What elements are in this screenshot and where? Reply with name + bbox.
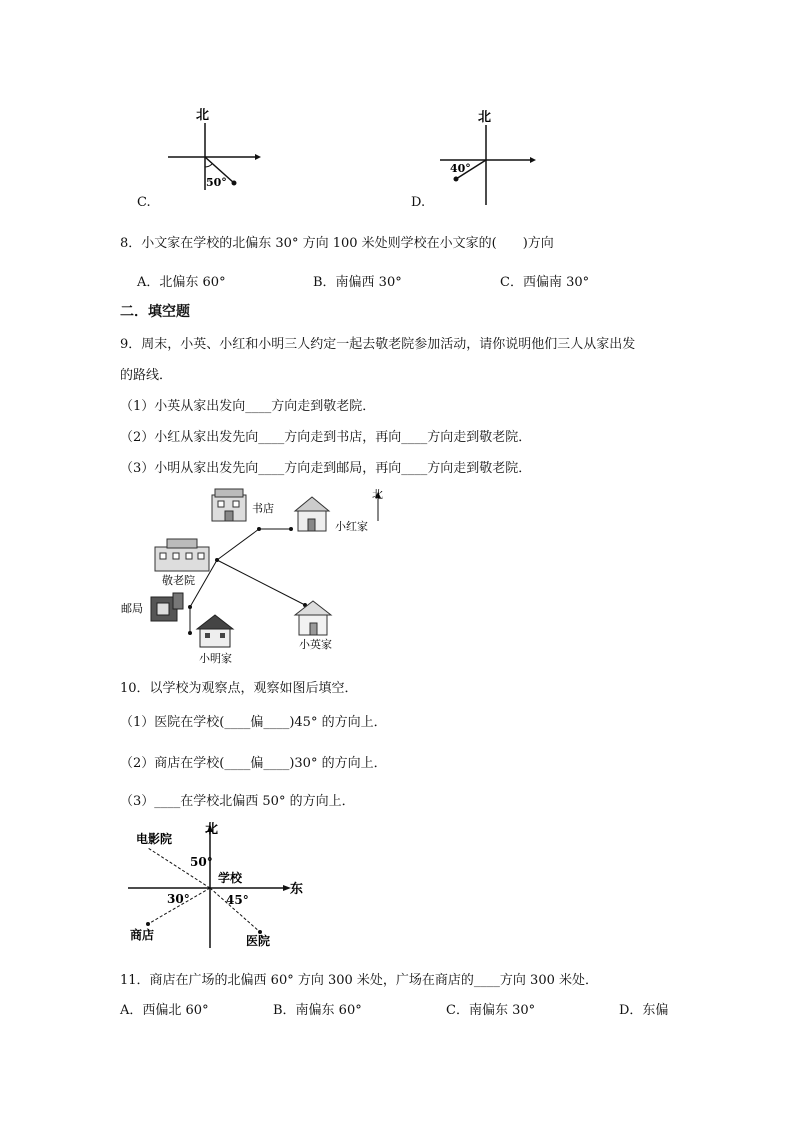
q11-option-c: C．南偏东 30° xyxy=(446,1003,536,1018)
school-label: 学校 xyxy=(218,871,243,885)
q10-sub1: （1）医院在学校(____偏____)45° 的方向上． xyxy=(120,715,387,730)
xiaohong-house xyxy=(295,497,329,531)
shop-label: 商店 xyxy=(130,928,155,942)
q9-sub3: （3）小明从家出发先向____方向走到邮局，再向____方向走到敬老院． xyxy=(120,461,532,476)
post-office-label: 邮局 xyxy=(121,602,143,615)
q8-option-b: B．南偏西 30° xyxy=(313,275,402,290)
xiaohong-label: 小红家 xyxy=(335,520,368,533)
q9-route-map-svg xyxy=(115,485,405,670)
nursing-home-building xyxy=(155,539,209,571)
bookstore-building xyxy=(212,489,246,521)
figure-c-label: C. xyxy=(137,195,151,210)
figure-d-diagram xyxy=(438,105,548,205)
q9-route-map xyxy=(115,485,405,670)
angle-30-label: 30° xyxy=(167,892,190,906)
figure-c-angle: 50° xyxy=(206,176,227,189)
q10-east-label: 东 xyxy=(290,882,304,897)
figure-c-north: 北 xyxy=(196,108,210,123)
q11-option-d: D．东偏 xyxy=(619,1003,669,1018)
figure-c xyxy=(160,105,270,190)
figure-d-north: 北 xyxy=(478,110,492,125)
q9-stem-line2: 的路线． xyxy=(120,368,173,383)
q9-sub1: （1）小英从家出发向____方向走到敬老院． xyxy=(120,399,376,414)
section-title: 二．填空题 xyxy=(120,304,190,320)
q10-direction-map xyxy=(120,818,310,948)
q10-north-label: 北 xyxy=(205,822,219,837)
figure-d-label: D. xyxy=(411,195,426,210)
figure-d xyxy=(438,105,548,205)
q10-stem: 10．以学校为观察点，观察如图后填空． xyxy=(120,681,358,696)
q9-north-label: 北 xyxy=(372,488,383,501)
post-office-building xyxy=(151,593,183,621)
xiaoming-house xyxy=(197,615,233,647)
angle-45-label: 45° xyxy=(226,893,249,907)
xiaoming-label: 小明家 xyxy=(199,652,232,665)
q10-direction-map-svg xyxy=(120,818,310,948)
q9-stem-line1: 9．周末，小英、小红和小明三人约定一起去敬老院参加活动，请你说明他们三人从家出发 xyxy=(120,337,636,352)
xiaoying-house xyxy=(295,601,331,635)
q8-option-a: A．北偏东 60° xyxy=(137,275,226,290)
nursing-home-label: 敬老院 xyxy=(162,574,195,587)
figure-d-angle: 40° xyxy=(450,162,471,175)
q11-stem: 11．商店在广场的北偏西 60° 方向 300 米处，广场在商店的____方向 300 米处． xyxy=(120,973,599,988)
q11-option-a: A．西偏北 60° xyxy=(120,1003,209,1018)
hospital-label: 医院 xyxy=(246,934,271,948)
q10-sub2: （2）商店在学校(____偏____)30° 的方向上． xyxy=(120,756,387,771)
q8-stem: 8．小文家在学校的北偏东 30° 方向 100 米处则学校在小文家的( )方向 xyxy=(120,236,554,251)
bookstore-label: 书店 xyxy=(252,502,274,515)
angle-50-label: 50° xyxy=(190,855,213,869)
q8-option-c: C．西偏南 30° xyxy=(500,275,590,290)
figure-c-diagram xyxy=(160,105,270,190)
xiaoying-label: 小英家 xyxy=(299,638,332,651)
q9-sub2: （2）小红从家出发先向____方向走到书店，再向____方向走到敬老院． xyxy=(120,430,532,445)
q10-sub3: （3）____在学校北偏西 50° 的方向上． xyxy=(120,794,355,809)
q11-option-b: B．南偏东 60° xyxy=(273,1003,362,1018)
cinema-label: 电影院 xyxy=(136,832,173,846)
